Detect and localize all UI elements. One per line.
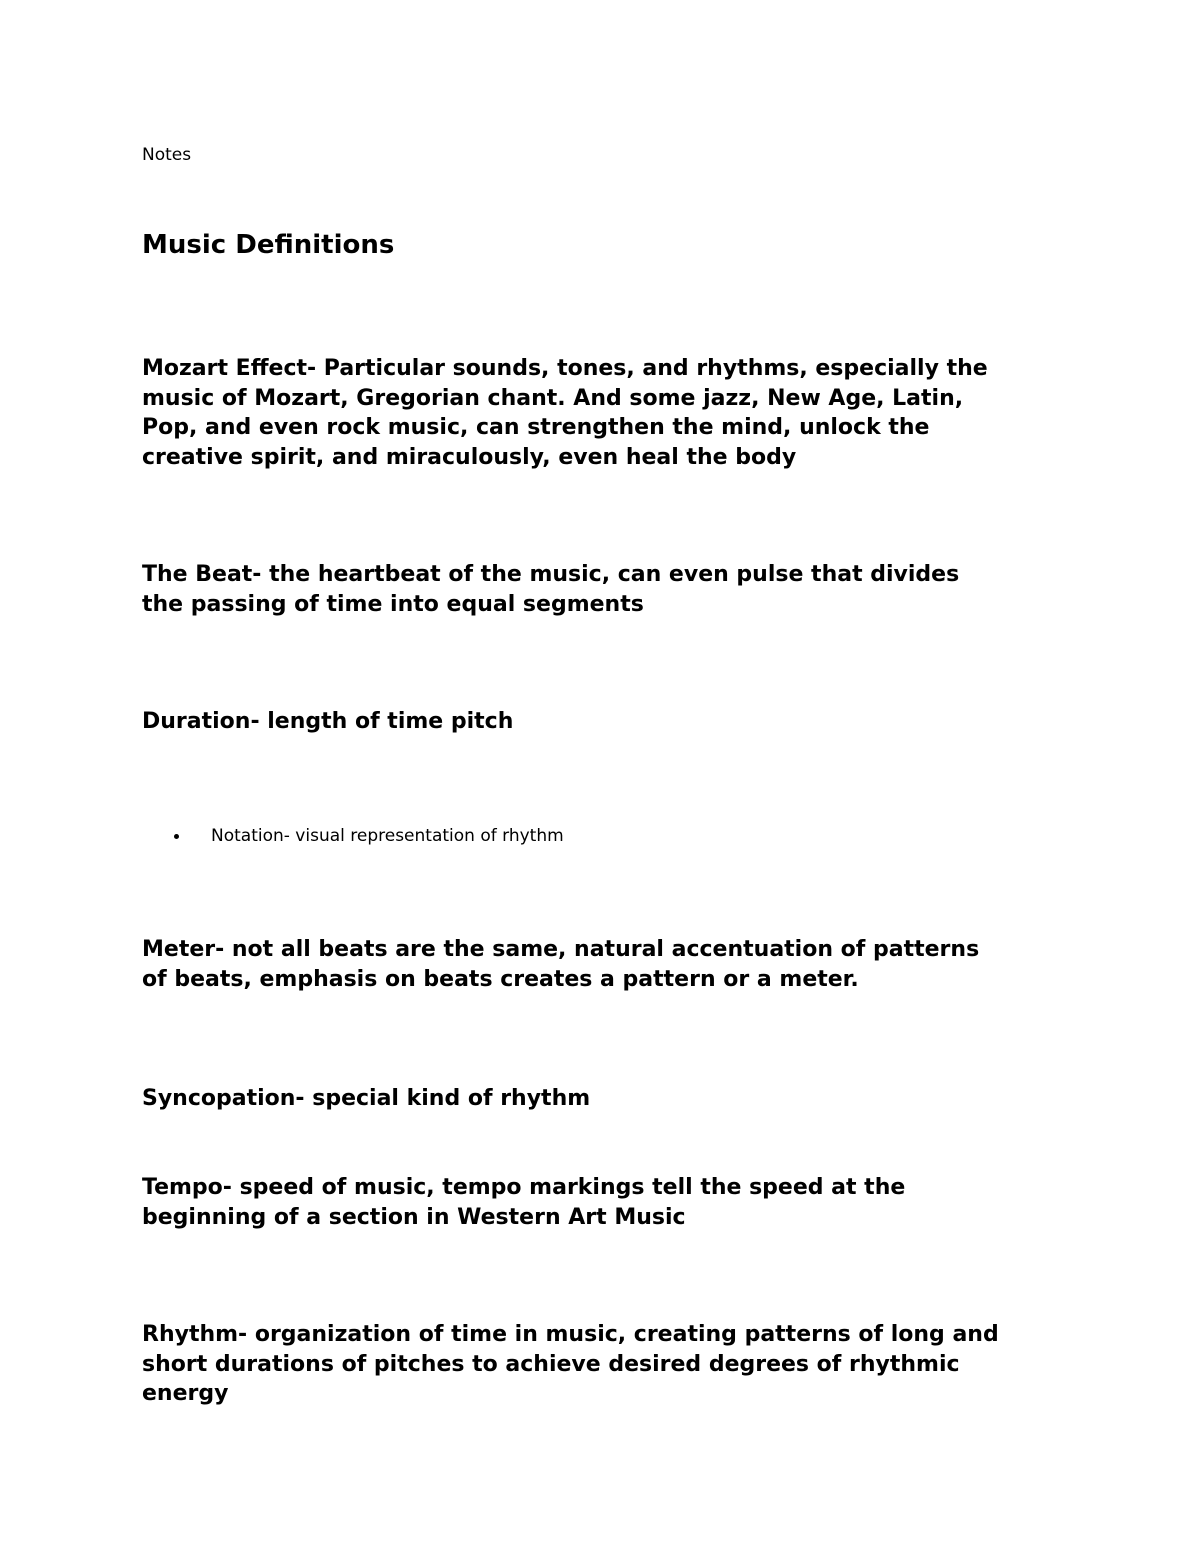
definition-line: Rhythm- organization of time in music, creating patterns of long and [142,1322,999,1347]
bullet-icon [174,834,179,839]
definition-line: music of Mozart, Gregorian chant. And some jazz, New Age, Latin, [142,385,964,411]
definition-line: short durations of pitches to achieve desired degrees of rhythmic [142,1351,960,1377]
definition-mozart-effect [142,354,1082,472]
page-title: Music Definitions [142,230,395,260]
definition-line: Mozart Effect- Particular sounds, tones, and rhythms, especially the [142,356,988,381]
definition-line: of beats, emphasis on beats creates a pattern or a meter. [142,966,859,992]
definition-rhythm [142,1320,1082,1409]
definition-the-beat [142,560,1082,619]
definition-tempo [142,1173,1082,1232]
notes-label: Notes [142,145,192,165]
definition-line: energy [142,1381,229,1406]
bullet-text: Notation- visual representation of rhythm [211,826,564,846]
definition-line: Pop, and even rock music, can strengthen the mind, unlock the [142,415,930,440]
definition-duration [142,707,1082,737]
definition-line: Syncopation- special kind of rhythm [142,1086,591,1111]
definition-meter [142,935,1082,994]
definition-line: Meter- not all beats are the same, natural accentuation of patterns [142,937,980,962]
definition-line: creative spirit, and miraculously, even heal the body [142,444,797,470]
definition-line: the passing of time into equal segments [142,591,644,617]
definition-line: beginning of a section in Western Art Music [142,1204,686,1230]
definition-line: The Beat- the heartbeat of the music, can even pulse that divides [142,562,960,587]
bullet-item-notation [174,825,564,847]
definition-line: Tempo- speed of music, tempo markings tell the speed at the [142,1175,906,1200]
definition-syncopation [142,1084,1082,1114]
definition-line: Duration- length of time pitch [142,709,514,734]
